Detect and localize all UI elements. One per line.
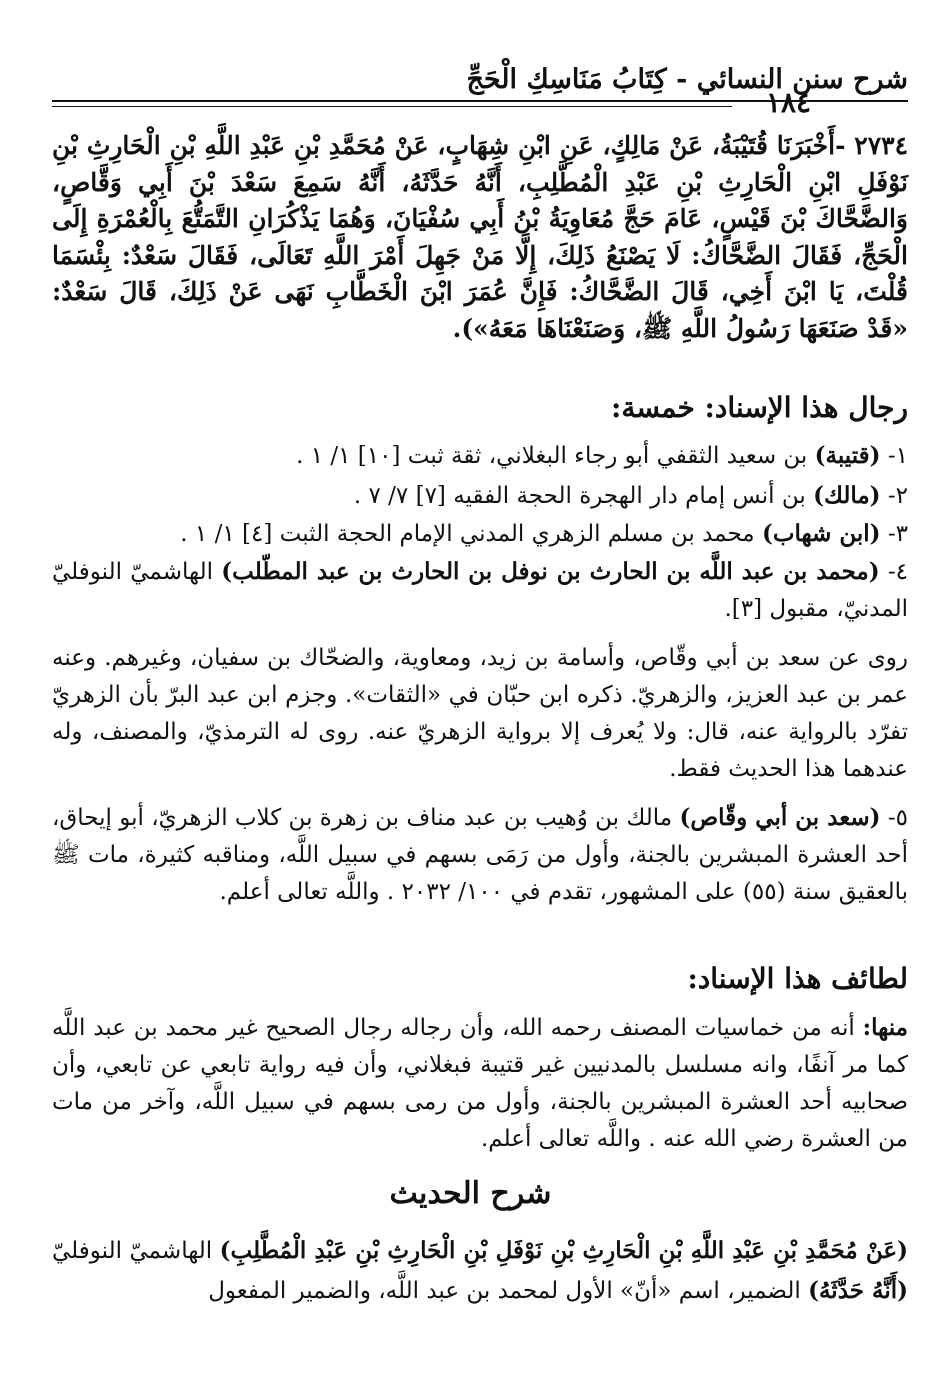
narrator-5 <box>52 799 908 911</box>
narrator-number: ٤- <box>879 559 908 585</box>
narrator-name: (ابن شهاب) <box>761 520 881 547</box>
hadith-paragraph: ٢٧٣٤ -أَخْبَرَنَا قُتَيْبَةُ، عَنْ مَالِكٍ، عَنِ ابْنِ شِهَابٍ، عَنْ مُحَمَّدِ بْنِ عَبْدِ اللَّهِ بْنِ الْحَارِثِ بْنِ نَوْفَلِ ابْنِ الْحَارِثِ بْنِ عَبْدِ الْمُطَّلِبِ، أَنَّهُ حَدَّثَهُ، أَنَّهُ سَمِعَ سَعْدَ بْنَ أَبِي وَقَّاصٍ، وَالضَّحَّاكَ بْنَ قَيْسٍ، عَامَ حَجَّ مُعَاوِيَةُ بْنُ أَبِي سُفْيَانَ، وَهُمَا يَذْكُرَانِ التَّمَتُّعَ بِالْعُمْرَةِ إِلَى الْحَجِّ، فَقَالَ الضَّحَّاكُ: لَا يَصْنَعُ ذَلِكَ، إِلَّا مَنْ جَهِلَ أَمْرَ اللَّهِ تَعَالَى، فَقَالَ سَعْدٌ: بِئْسَمَا قُلْتَ، يَا ابْنَ أَخِي، قَالَ الضَّحَّاكُ: فَإِنَّ عُمَرَ ابْنَ الْخَطَّابِ نَهَى عَنْ ذَلِكَ، قَالَ سَعْدٌ: «قَدْ صَنَعَهَا رَسُولُ اللَّهِ ﷺ، وَصَنَعْنَاهَا مَعَهُ»). <box>52 131 908 343</box>
sharh-quote: (عَنْ مُحَمَّدِ بْنِ عَبْدِ اللَّهِ بْنِ الْحَارِثِ بْنِ نَوْفَلِ بْنِ الْحَارِثِ بْنِ عَبْدِ الْمُطَّلِبِ) <box>219 1237 908 1264</box>
page-number: ١٨٤ <box>765 86 811 119</box>
header-rule-thin <box>52 106 732 107</box>
sharh-paragraph <box>52 1231 908 1311</box>
narrator-4 <box>52 553 908 628</box>
narrator-description: محمد بن مسلم الزهري المدني الإمام الحجة الثبت [٤] ١/ ١ . <box>180 521 762 547</box>
narrator-1 <box>52 437 908 475</box>
narrator-description: بن سعيد الثقفي أبو رجاء البغلاني، ثقة ثبت [١٠] ١/ ١ . <box>296 443 815 469</box>
narrator-description: بن أنس إمام دار الهجرة الحجة الفقيه [٧] ٧/ ٧ . <box>353 483 814 509</box>
narrator-number: ٣- <box>880 521 908 547</box>
narrator-number: ٥- <box>880 805 909 831</box>
narrator-name: (مالك) <box>813 482 881 509</box>
sharh-quote-2: (أَنَّهُ حَدَّثَهُ) <box>808 1277 908 1304</box>
lataif-heading: لطائف هذا الإسناد: <box>687 962 908 995</box>
narrator-4-biography: روى عن سعد بن أبي وقّاص، وأسامة بن زيد، ومعاوية، والضحّاك بن سفيان، وغيرهم. وعنه عمر بن عبد العزيز، والزهريّ. ذكره ابن حبّان في «الثقات». وجزم ابن عبد البرّ بأن الزهريّ تفرّد بالرواية عنه، قال: ولا يُعرف إلا برواية الزهريّ عنه. روى له الترمذيّ، والمصنف، وله عندهما هذا الحديث فقط. <box>52 645 908 782</box>
sharh-text-2: الضمير، اسم «أنّ» الأول لمحمد بن عبد اللَّه، والضمير المفعول <box>208 1278 809 1304</box>
header-title: شرح سنن النسائي - كِتَابُ مَنَاسِكِ الْحَجِّ <box>466 64 908 95</box>
lataif-text: أنه من خماسيات المصنف رحمه الله، وأن رجاله رجال الصحيح غير محمد بن عبد اللَّه كما مر آنفًا، وانه مسلسل بالمدنيين غير قتيبة فبغلاني، وأن فيه رواية تابعي عن تابعي، وأن صحابيه أحد العشرة المبشرين بالجنة، وأول من رمى بسهم في سبيل اللَّه، وآخر من مات من العشرة رضي الله عنه . واللَّه تعالى أعلم. <box>52 1015 908 1152</box>
narrator-name: (سعد بن أبي وقّاص) <box>679 804 881 831</box>
sharh-text: الهاشميّ النوفليّ <box>52 1238 220 1264</box>
narrator-name: (قتيبة) <box>814 442 881 469</box>
narrator-description: الهاشميّ النوفليّ المدنيّ، مقبول [٣]. <box>52 559 908 622</box>
narrator-name: (محمد بن عبد اللَّه بن الحارث بن نوفل بن الحارث بن عبد المطّلب) <box>221 558 880 585</box>
narrator-number: ٢- <box>880 483 908 509</box>
sharh-heading: شرح الحديث <box>389 1176 552 1211</box>
lataif-lead: منها: <box>862 1014 908 1041</box>
hadith-text <box>52 128 908 347</box>
isnad-heading: رجال هذا الإسناد: خمسة: <box>610 391 908 424</box>
narrator-description: مالك بن وُهيب بن عبد مناف بن زهرة بن كلاب الزهريّ، أبو إيحاق، أحد العشرة المبشرين بالجنة، وأول من رَمَى بسهم في سبيل اللَّه، ومناقبه كثيرة، مات ﷺ بالعقيق سنة (٥٥) على المشهور، تقدم في ١٠٠/ ٢٠٣٢ . واللَّه تعالى أعلم. <box>52 805 908 905</box>
narrator-3 <box>52 515 908 553</box>
narrator-number: ١- <box>880 443 908 469</box>
narrator-2 <box>52 477 908 515</box>
lataif-paragraph <box>52 1009 908 1158</box>
